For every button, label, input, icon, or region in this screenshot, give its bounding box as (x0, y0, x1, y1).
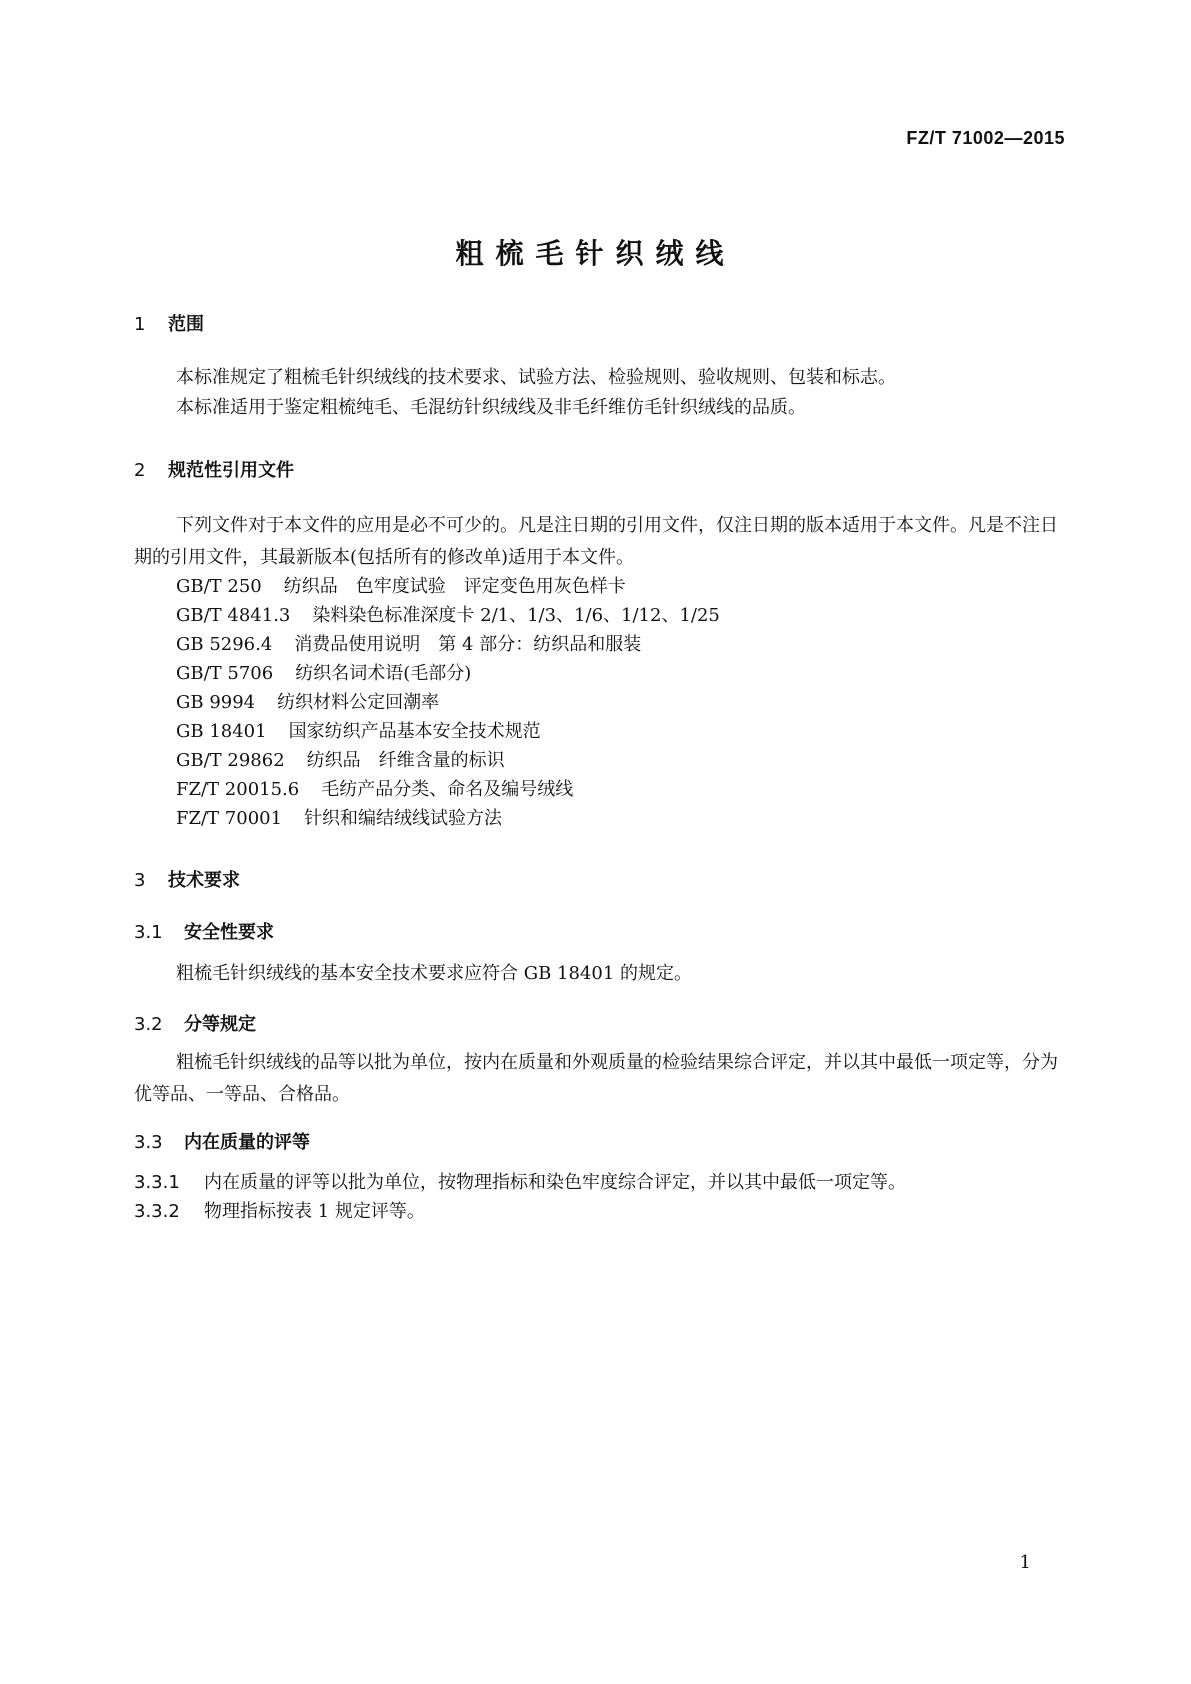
reference-item (176, 601, 720, 627)
reference-item (176, 746, 505, 772)
section-3-heading (134, 866, 240, 892)
clause-number: 3.3.2 (134, 1201, 180, 1222)
reference-code: FZ/T 20015.6 (176, 779, 300, 800)
reference-title: 染料染色标准深度卡 2/1、1/3、1/6、1/12、1/25 (312, 605, 720, 626)
grading-rule-text: 粗梳毛针织绒线的品等以批为单位，按内在质量和外观质量的检验结果综合评定，并以其中最低一项定等，分为优等品、一等品、合格品。 (134, 1052, 1058, 1105)
section-number: 3 (134, 870, 146, 891)
reference-code: GB 9994 (176, 692, 256, 713)
reference-title: 纺织名词术语(毛部分) (295, 663, 472, 684)
reference-item (176, 717, 541, 743)
safety-requirement-text: 粗梳毛针织绒线的基本安全技术要求应符合 GB 18401 的规定。 (176, 963, 693, 984)
page-number: 1 (1019, 1552, 1031, 1573)
section-number: 1 (134, 314, 146, 335)
scope-paragraph-2: 本标准适用于鉴定粗梳纯毛、毛混纺针织绒线及非毛纤维仿毛针织绒线的品质。 (176, 397, 806, 418)
reference-item (176, 688, 439, 714)
clause-3-3-2 (134, 1197, 425, 1223)
reference-item (176, 572, 626, 598)
document-title: 粗梳毛针织绒线 (455, 237, 736, 270)
reference-title: 纺织品 纤维含量的标识 (306, 750, 505, 771)
reference-code: GB/T 250 (176, 576, 262, 597)
subsection-number: 3.1 (134, 922, 163, 943)
reference-code: GB 18401 (176, 721, 267, 742)
subsection-title: 分等规定 (184, 1014, 256, 1035)
section-title: 范围 (168, 314, 204, 335)
standard-code: FZ/T 71002—2015 (906, 128, 1065, 148)
section-title: 规范性引用文件 (168, 460, 294, 481)
reference-item (176, 630, 641, 656)
reference-title: 毛纺产品分类、命名及编号绒线 (321, 779, 574, 800)
section-title: 技术要求 (168, 870, 240, 891)
reference-code: FZ/T 70001 (176, 808, 283, 829)
subsection-number: 3.3 (134, 1132, 163, 1153)
reference-item (176, 775, 573, 801)
clause-3-3-1 (134, 1168, 906, 1194)
subsection-title: 内在质量的评等 (184, 1132, 310, 1153)
reference-code: GB/T 5706 (176, 663, 274, 684)
clause-number: 3.3.1 (134, 1172, 180, 1193)
reference-code: GB/T 29862 (176, 750, 285, 771)
subsection-3-1-heading (134, 918, 274, 944)
subsection-3-2-heading (134, 1010, 256, 1036)
section-number: 2 (134, 460, 146, 481)
clause-text: 物理指标按表 1 规定评等。 (204, 1201, 425, 1222)
reference-code: GB 5296.4 (176, 634, 273, 655)
references-intro: 下列文件对于本文件的应用是必不可少的。凡是注日期的引用文件，仅注日期的版本适用于本文件。凡是不注日期的引用文件，其最新版本(包括所有的修改单)适用于本文件。 (134, 515, 1058, 568)
subsection-number: 3.2 (134, 1014, 163, 1035)
section-1-heading (134, 310, 204, 336)
scope-paragraph-1: 本标准规定了粗梳毛针织绒线的技术要求、试验方法、检验规则、验收规则、包装和标志。 (176, 367, 896, 388)
subsection-3-3-heading (134, 1128, 310, 1154)
reference-title: 针织和编结绒线试验方法 (304, 808, 503, 829)
reference-item (176, 804, 502, 830)
reference-title: 国家纺织产品基本安全技术规范 (288, 721, 541, 742)
reference-title: 纺织材料公定回潮率 (277, 692, 440, 713)
reference-title: 纺织品 色牢度试验 评定变色用灰色样卡 (283, 576, 626, 597)
section-2-heading (134, 456, 294, 482)
subsection-title: 安全性要求 (184, 922, 274, 943)
reference-item (176, 659, 471, 685)
clause-text: 内在质量的评等以批为单位，按物理指标和染色牢度综合评定，并以其中最低一项定等。 (204, 1172, 906, 1193)
reference-title: 消费品使用说明 第 4 部分：纺织品和服装 (294, 634, 642, 655)
reference-code: GB/T 4841.3 (176, 605, 291, 626)
